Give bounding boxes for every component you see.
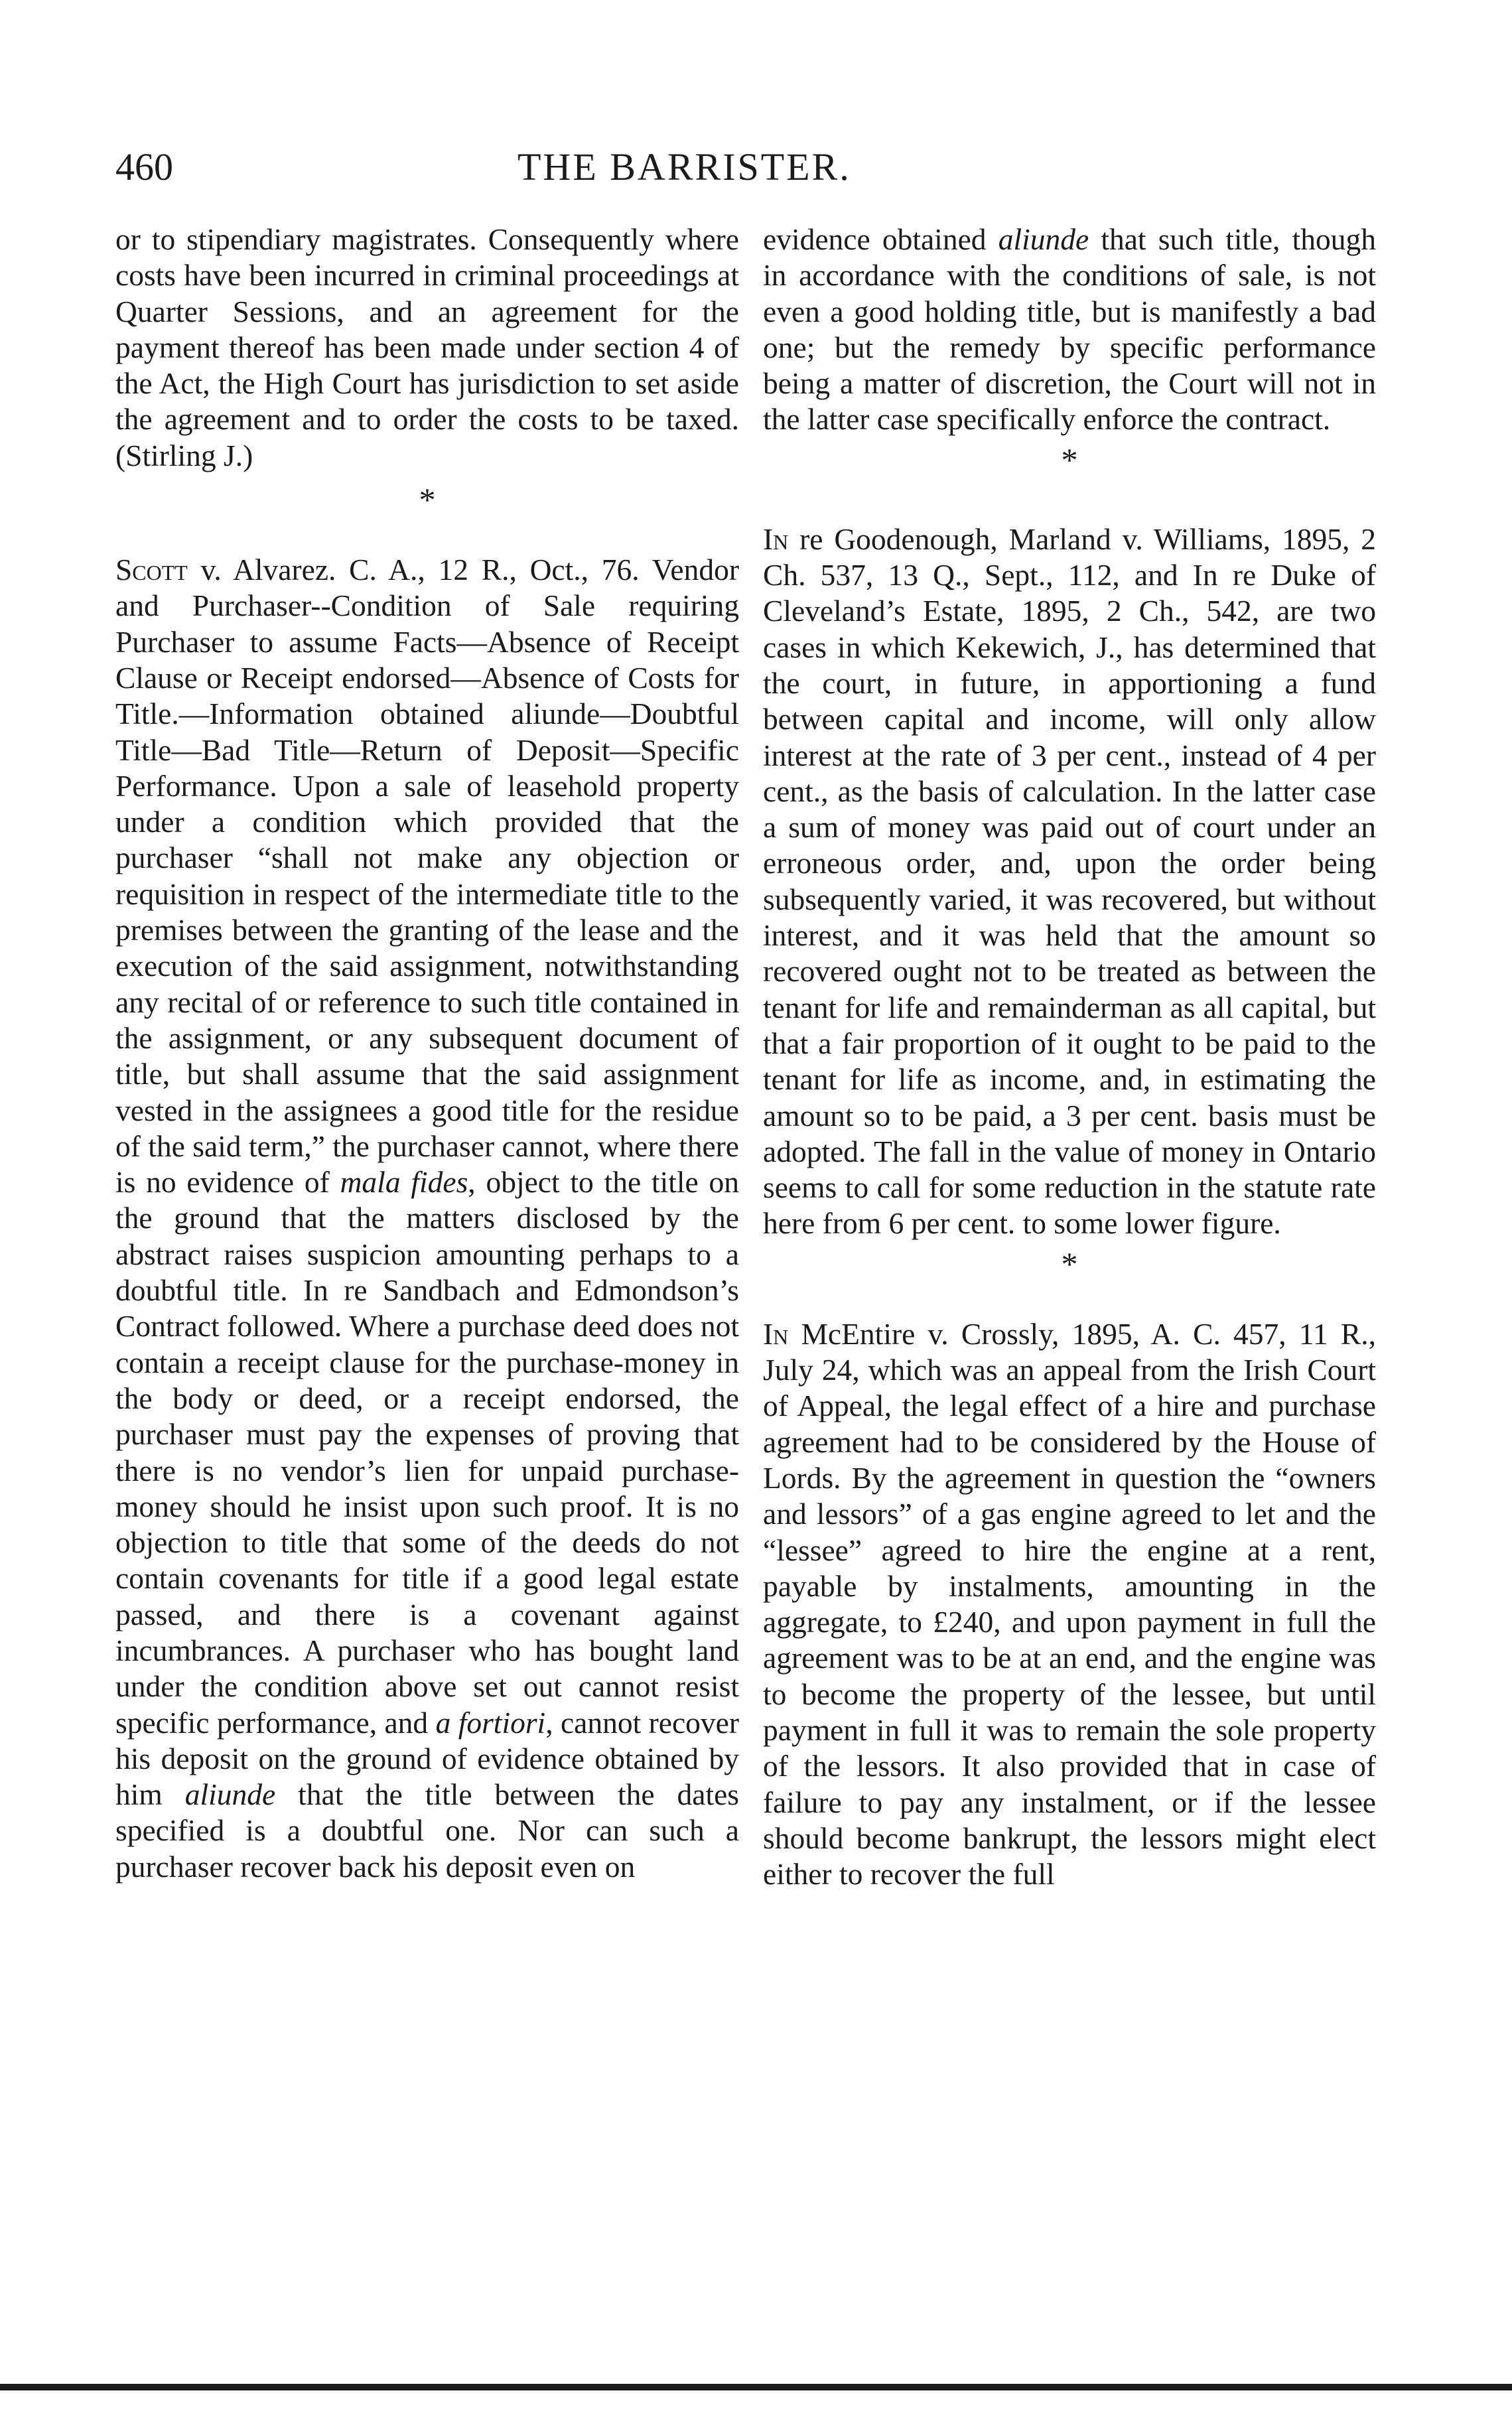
paragraph-scott-v-alvarez: Scott v. Alvarez. C. A., 12 R., Oct., 76. Vendor and Purchaser--Condition of Sale requiring Purchaser to assume Facts—Absence of Receipt Clause or Receipt endorsed—Absence of Costs for Title.—Information obtained aliunde—Doubtful Title—Bad Title—Return of Deposit—Specific Performance. Upon a sale of leasehold property under a condition which provided that the purchaser “shall not make any objection or requisition in respect of the intermediate title to the premises between the granting of the lease and the execution of the said assignment, notwithstanding any recital of or reference to such title contained in the assignment, or any subsequent document of title, but shall assume that the said assignment vested in the assignees a good title for the residue of the said term,” the purchaser cannot, where there is no evidence of mala fides, object to the title on the ground that the matters disclosed by the abstract raises suspicion amounting perhaps to a doubtful title. In re Sandbach and Edmondson’s Contract followed. Where a purchase deed does not contain a receipt clause for the purchase-money in the body or deed, or a receipt endorsed, the purchaser must pay the expenses of proving that there is no vendor’s lien for unpaid purchase-money should he insist upon such proof. It is no objection to title that some of the deeds do not contain covenants for title if a good legal estate passed, and there is a covenant against incumbrances. A purchaser who has bought land under the condition above set out cannot resist specific performance, and a fortiori, cannot recover his deposit on the ground of evidence obtained by him aliunde that the title between the dates specified is a doubtful one. Nor can such a purchaser recover back his deposit even on xyxy=(115,553,740,1884)
bottom-rule xyxy=(0,2384,1512,2390)
page-header xyxy=(0,145,1512,204)
section-separator: * xyxy=(1061,441,1078,478)
running-title: THE BARRISTER. xyxy=(517,145,851,188)
paragraph-mcentire: In McEntire v. Crossly, 1895, A. C. 457, 11 R., July 24, which was an appeal from the Irish Court of Appeal, the legal effect of a hire and purchase agreement had to be considered by the House of Lords. By the agreement in question the “owners and lessors” of a gas engine agreed to let and the “lessee” agreed to hire the engine at a rent, payable by instalments, amounting in the aggregate, to £240, and upon payment in full the agreement was to be at an end, and the engine was to become the property of the lessee, but until payment in full it was to remain the sole property of the lessors. It also provided that in case of failure to pay any instalment, or if the lessee should become bankrupt, the lessors might elect either to recover the full xyxy=(763,1316,1376,1892)
case-name: Scott xyxy=(115,553,188,587)
section-separator: * xyxy=(1061,1245,1078,1282)
section-separator: * xyxy=(419,481,436,519)
right-column xyxy=(763,222,1376,1892)
paragraph-goodenough: In re Goodenough, Marland v. Williams, 1895, 2 Ch. 537, 13 Q., Sept., 112, and In re Duke of Cleveland’s Estate, 1895, 2 Ch., 542, are two cases in which Kekewich, J., has determined that the court, in future, in apportioning a fund between capital and income, will only allow interest at the rate of 3 per cent., instead of 4 per cent., as the basis of calculation. In the latter case a sum of money was paid out of court under an erroneous order, and, upon the order being subsequently varied, it was recovered, but without interest, and it was held that the amount so recovered ought not to be treated as between the tenant for life and remainderman as all capital, but that a fair proportion of it ought to be paid to the tenant for life as income, and, in estimating the amount so to be paid, a 3 per cent. basis must be adopted. The fall in the value of money in Ontario seems to call for some reduction in the statute rate here from 6 per cent. to some lower figure. xyxy=(763,521,1376,1241)
left-column xyxy=(115,222,739,1885)
paragraph-continuation: evidence obtained aliunde that such title, though in accordance with the conditions of sale, is not even a good holding title, but is manifestly a bad one; but the remedy by specific performance being a matter of discretion, the Court will not in the latter case specifically enforce the contract. xyxy=(763,222,1376,437)
paragraph-costs: or to stipendiary magistrates. Consequently where costs have been incurred in criminal proceedings at Quarter Sessions, and an agreement for the payment thereof has been made under section 4 of the Act, the High Court has jurisdiction to set aside the agreement and to order the costs to be taxed. (Stirling J.) xyxy=(115,222,739,472)
page-number: 460 xyxy=(115,145,173,188)
